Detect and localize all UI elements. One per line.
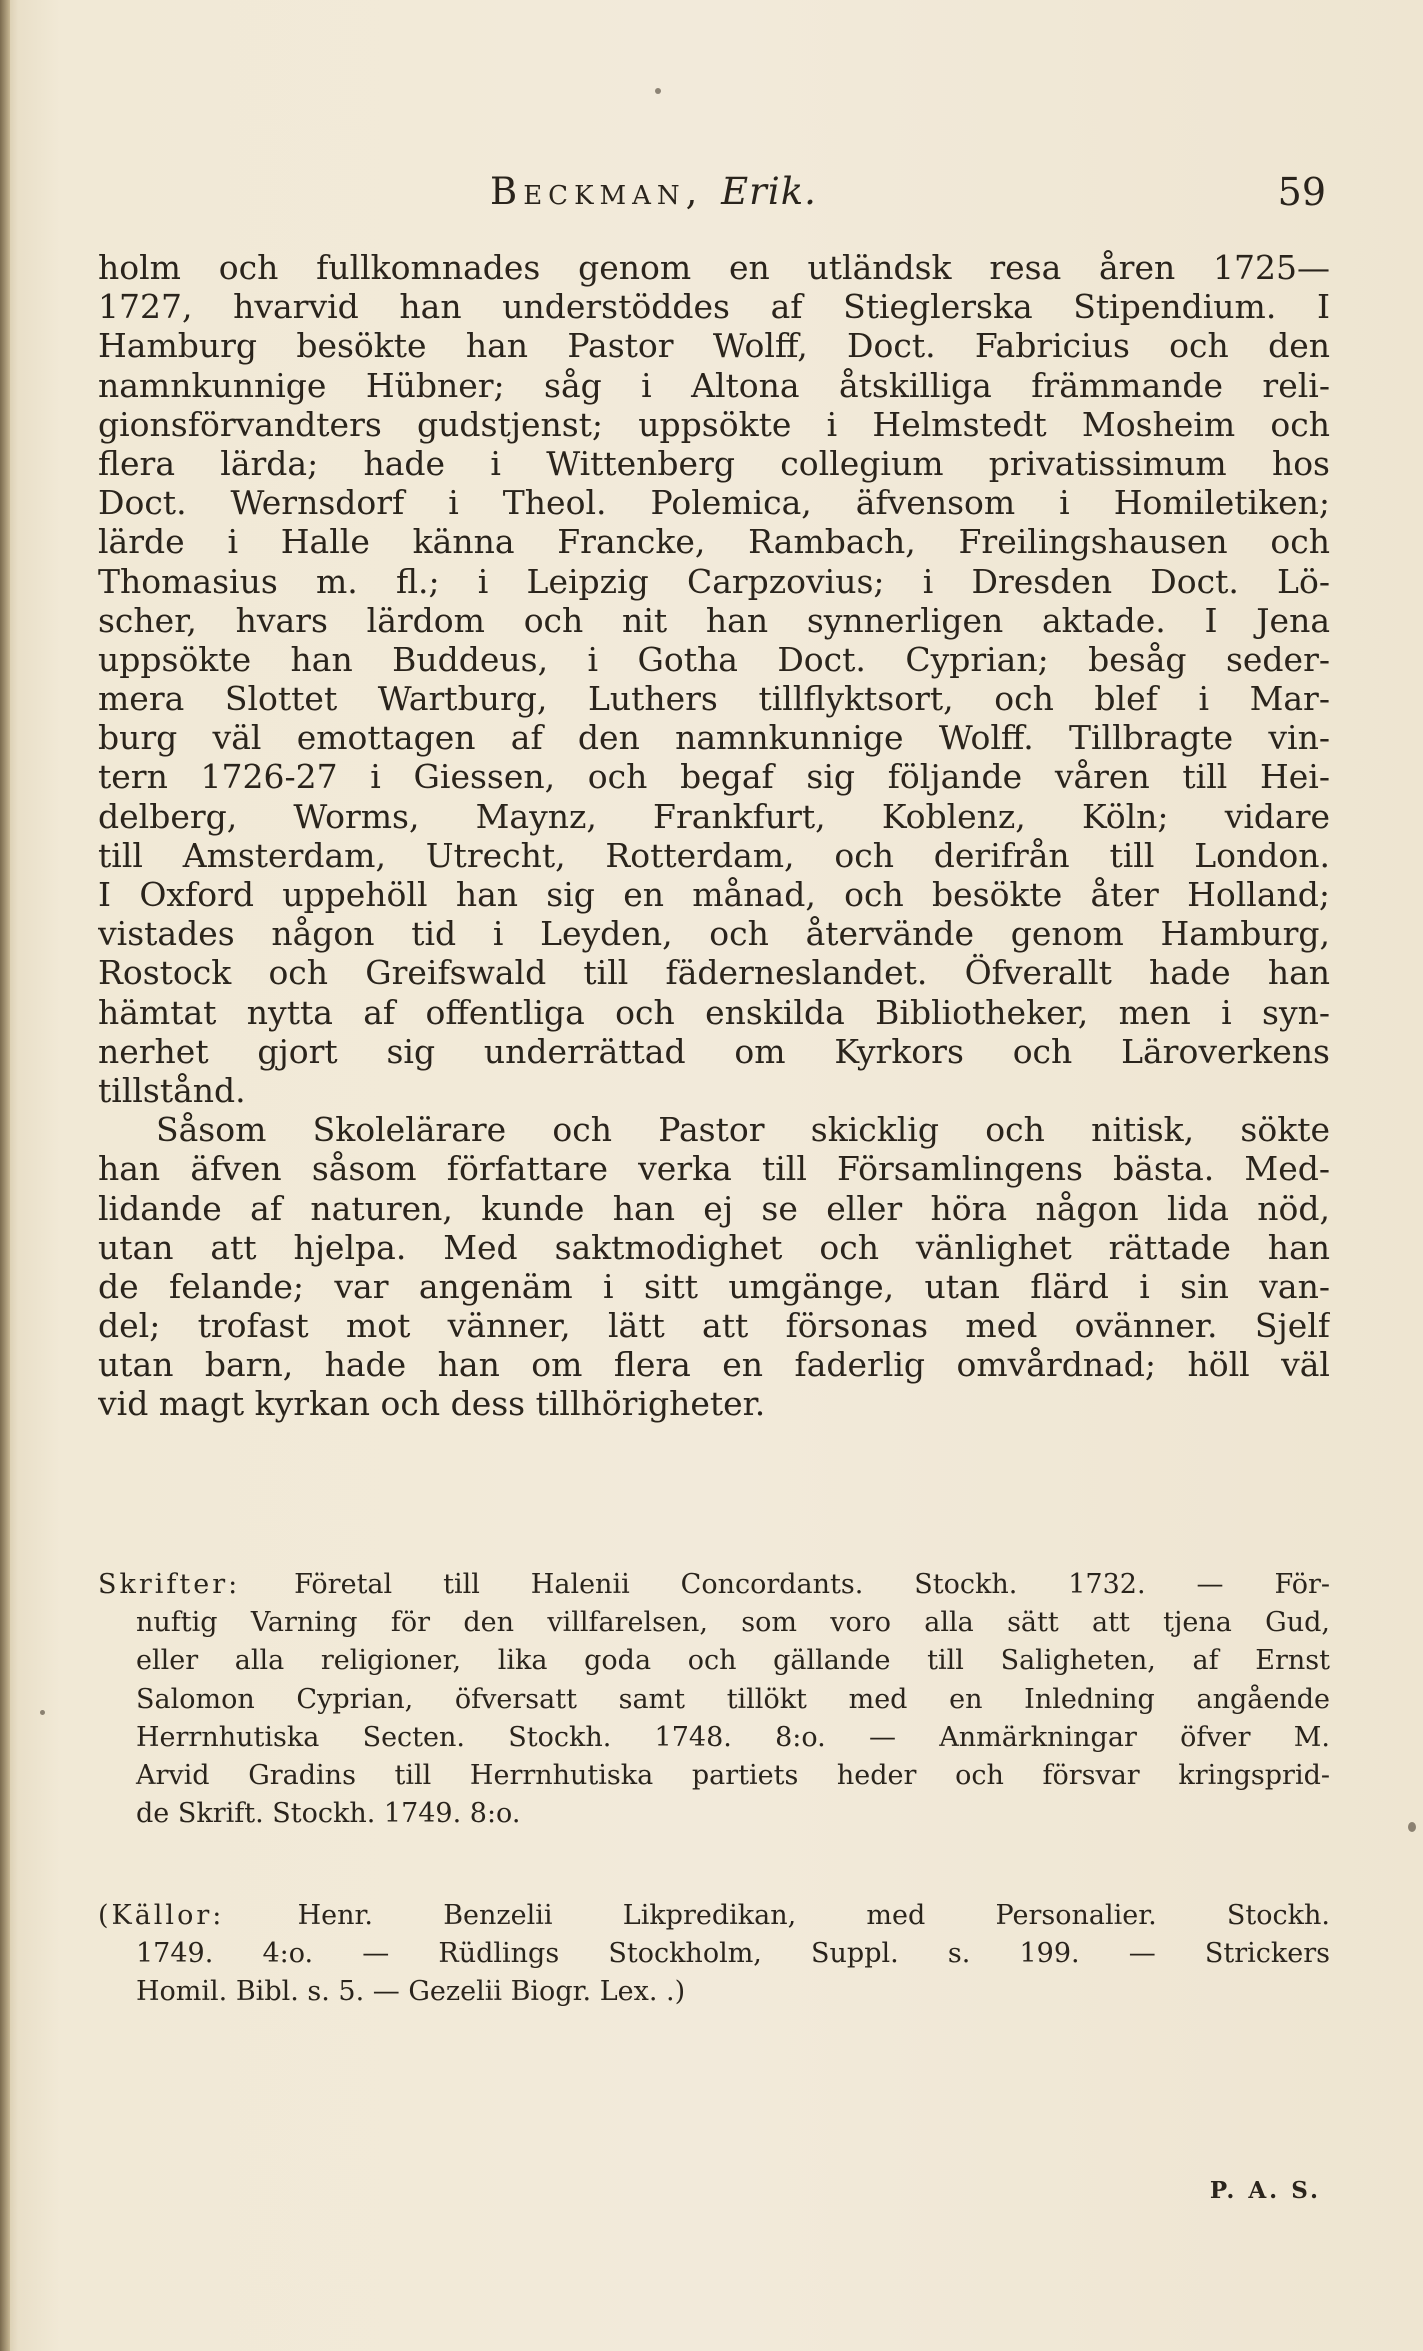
text-line: scher, hvars lärdom och nit han synnerligen aktade. I Jena <box>98 600 1330 640</box>
page-binding-edge <box>0 0 10 2351</box>
running-head-surname: Beckman, <box>490 170 704 213</box>
writings-note <box>98 1566 1330 1833</box>
text-line: Hamburg besökte han Pastor Wolff, Doct. Fabricius och den <box>98 326 1330 366</box>
text-line: mera Slottet Wartburg, Luthers tillflyktsort, och blef i Mar- <box>98 679 1330 719</box>
text-line: de felande; var angenäm i sitt umgänge, utan flärd i sin van- <box>98 1266 1330 1306</box>
sources-list <box>98 1897 1330 2012</box>
text-line: namnkunnige Hübner; såg i Altona åtskilliga främmande reli- <box>98 365 1330 405</box>
text-line: eller alla religioner, lika goda och gällande till Saligheten, af Ernst <box>136 1645 1330 1677</box>
text-line: Thomasius m. fl.; i Leipzig Carpzovius; i Dresden Doct. Lö- <box>98 561 1330 601</box>
text-line: Doct. Wernsdorf i Theol. Polemica, äfvensom i Homiletiken; <box>98 483 1330 523</box>
text-line: de Skrift. Stockh. 1749. 8:o. <box>136 1798 521 1830</box>
text-line: till Amsterdam, Utrecht, Rotterdam, och derifrån till London. <box>98 835 1330 875</box>
text-line: delberg, Worms, Maynz, Frankfurt, Koblenz, Köln; vidare <box>98 796 1330 836</box>
text-line: lidande af naturen, kunde han ej se eller höra någon lida nöd, <box>98 1188 1330 1228</box>
writings-list <box>98 1566 1330 1833</box>
running-head-name: Erik. <box>721 170 817 213</box>
text-line: utan att hjelpa. Med saktmodighet och vänlighet rättade han <box>98 1227 1330 1267</box>
text-line: Skrifter: Företal till Halenii Concordants. Stockh. 1732. — För- <box>98 1569 1330 1600</box>
text-line: hämtat nytta af offentliga och enskilda Bibliotheker, men i syn- <box>98 992 1330 1032</box>
text-line: utan barn, hade han om flera en faderlig omvårdnad; höll väl <box>98 1345 1330 1385</box>
text-line: Salomon Cyprian, öfversatt samt tillökt med en Inledning angående <box>136 1683 1330 1715</box>
running-head <box>490 170 817 213</box>
main-text <box>98 248 1330 1424</box>
paper-speck <box>655 88 661 94</box>
text-line: del; trofast mot vänner, lätt att försonas med ovänner. Sjelf <box>98 1306 1330 1346</box>
sources-label: (Källor: <box>98 1900 298 1931</box>
text-line: burg väl emottagen af den namnkunnige Wolff. Tillbragte vin- <box>98 718 1330 758</box>
text-line: I Oxford uppehöll han sig en månad, och besökte åter Holland; <box>98 875 1330 914</box>
text-line: vid magt kyrkan och dess tillhörigheter. <box>98 1384 766 1424</box>
text-line: Såsom Skolelärare och Pastor skicklig och nitisk, sökte <box>156 1110 1330 1150</box>
text-line: 1749. 4:o. — Rüdlings Stockholm, Suppl. s. 199. — Strickers <box>136 1938 1330 1970</box>
writings-label: Skrifter: <box>98 1569 295 1600</box>
text-line: vistades någon tid i Leyden, och återvände genom Hamburg, <box>98 914 1330 954</box>
sources-note <box>98 1897 1330 2012</box>
paragraph-character <box>98 1110 1330 1424</box>
text-line: holm och fullkomnades genom en utländsk resa åren 1725— <box>98 248 1330 287</box>
text-line: 1727, hvarvid han understöddes af Stieglerska Stipendium. I <box>98 287 1330 327</box>
text-line: nerhet gjort sig underrättad om Kyrkors och Läroverkens <box>98 1031 1330 1071</box>
page-header <box>98 168 1330 228</box>
text-line: tern 1726-27 i Giessen, och begaf sig följande våren till Hei- <box>98 757 1330 797</box>
text-line: tillstånd. <box>98 1070 246 1110</box>
text-line: Arvid Gradins till Herrnhutiska partiets heder och försvar kringsprid- <box>136 1759 1330 1791</box>
text-line: Homil. Bibl. s. 5. — Gezelii Biogr. Lex. .) <box>136 1976 686 2008</box>
text-line: han äfven såsom författare verka till Församlingens bästa. Med- <box>98 1149 1330 1189</box>
text-line: flera lärda; hade i Wittenberg collegium privatissimum hos <box>98 443 1330 483</box>
paper-speck <box>1408 1822 1416 1832</box>
text-line: (Källor: Henr. Benzelii Likpredikan, med Personalier. Stockh. <box>98 1900 1330 1931</box>
text-line: Rostock och Greifswald till fäderneslandet. Öfverallt hade han <box>98 953 1330 993</box>
text-line: lärde i Halle känna Francke, Rambach, Freilingshausen och <box>98 522 1330 562</box>
text-line: Herrnhutiska Secten. Stockh. 1748. 8:o. — Anmärkningar öfver M. <box>136 1721 1330 1753</box>
paper-speck <box>40 1710 45 1715</box>
page-number: 59 <box>1277 170 1326 214</box>
text-line: uppsökte han Buddeus, i Gotha Doct. Cyprian; besåg seder- <box>98 639 1330 679</box>
text-line: nuftig Varning för den villfarelsen, som voro alla sätt att tjena Gud, <box>136 1607 1330 1639</box>
text-line: gionsförvandters gudstjenst; uppsökte i Helmstedt Mosheim och <box>98 404 1330 444</box>
paragraph-travels <box>98 248 1330 1110</box>
author-signature: P. A. S. <box>1209 2177 1321 2204</box>
